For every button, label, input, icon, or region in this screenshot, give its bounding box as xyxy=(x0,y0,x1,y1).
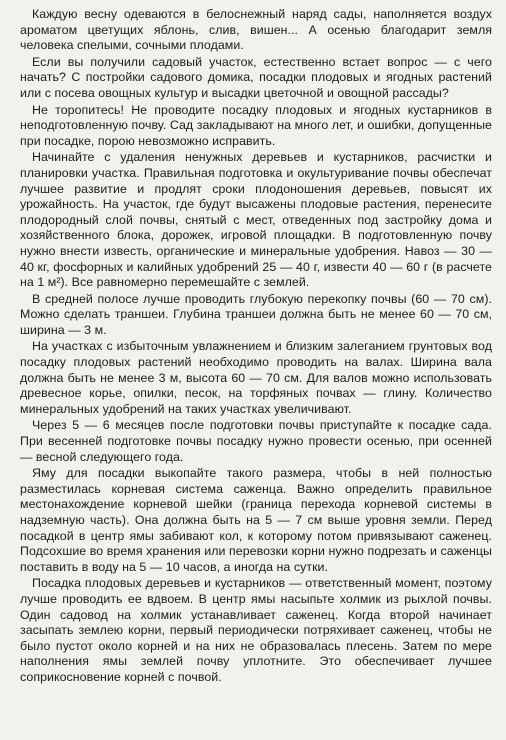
paragraph-3: Не торопитесь! Не проводите посадку плодовых и ягодных кустарников в неподготовленную почву. Сад закладывают на много лет, и ошибки, допущенные при посадке, порою невозможно исправить. xyxy=(20,102,492,148)
paragraph-4: Начинайте с удаления ненужных деревьев и кустарников, расчистки и планировки участка. Правильная подготовка и окультуривание почвы обеспечат лучшее развитие и продлят сроки плодоношения деревьев, повысят их урожайность. На участок, где будут высажены плодовые растения, перенесите плодородный слой почвы, снятый с мест, отведенных под застройку дома и хозяйственного блока, дорожек, игровой площадки. В подготовленную почву нужно внести известь, органические и минеральные удобрения. Навоз — 30 — 40 кг, фосфорных и калийных удобрений 25 — 40 г, извести 40 — 60 г (в расчете на 1 м²). Все равномерно перемешайте с землей. xyxy=(20,150,492,290)
paragraph-5: В средней полосе лучше проводить глубокую перекопку почвы (60 — 70 см). Можно сделать траншеи. Глубина траншеи должна быть не менее 60 — 70 см, ширина — 3 м. xyxy=(20,291,492,337)
paragraph-1: Каждую весну одеваются в белоснежный наряд сады, наполняется воздух ароматом цветущих яблонь, слив, вишен... А осенью благодарит земля человека спелыми, сочными плодами. xyxy=(20,7,492,53)
paragraph-8: Яму для посадки выкопайте такого размера, чтобы в ней полностью разместилась корневая система саженца. Важно определить правильное местонахождение корневой шейки (граница перехода корневой системы в надземную часть). Она должна быть на 5 — 7 см выше уровня земли. Перед посадкой в центр ямы забивают кол, к которому потом привязывают саженец. Подсохшие во время хранения или перевозки корни нужно подрезать и саженцы поставить в воду на 5 — 10 часов, а иногда на сутки. xyxy=(20,466,492,574)
paragraph-7: Через 5 — 6 месяцев после подготовки почвы приступайте к посадке сада. При весенней подготовке почвы посадку нужно провести осенью, при осенней — весной следующего года. xyxy=(20,418,492,464)
paragraph-6: На участках с избыточным увлажнением и близким залеганием грунтовых вод посадку плодовых растений необходимо проводить на валах. Ширина вала должна быть не менее 3 м, высота 60 — 70 см. Для валов можно использовать древесное корье, опилки, песок, на торфяных почвах — глину. Количество минеральных удобрений на таких участках увеличивают. xyxy=(20,339,492,416)
paragraph-9: Посадка плодовых деревьев и кустарников — ответственный момент, поэтому лучше проводить ее вдвоем. В центр ямы насыпьте холмик из рыхлой почвы. Один садовод на холмик устанавливает саженец. Когда второй начинает засыпать землею корни, первый периодически потряхивает саженец, чтобы не было пустот около корней и на них не образовалась плесень. Затем по мере наполнения ямы землей почву уплотните. Это обеспечивает лучшее соприкосновение корней с почвой. xyxy=(20,576,492,684)
paragraph-2: Если вы получили садовый участок, естественно встает вопрос — с чего начать? С постройки садового домика, посадки плодовых и ягодных растений или с посева овощных культур и высадки цветочной и овощной рассады? xyxy=(20,54,492,100)
